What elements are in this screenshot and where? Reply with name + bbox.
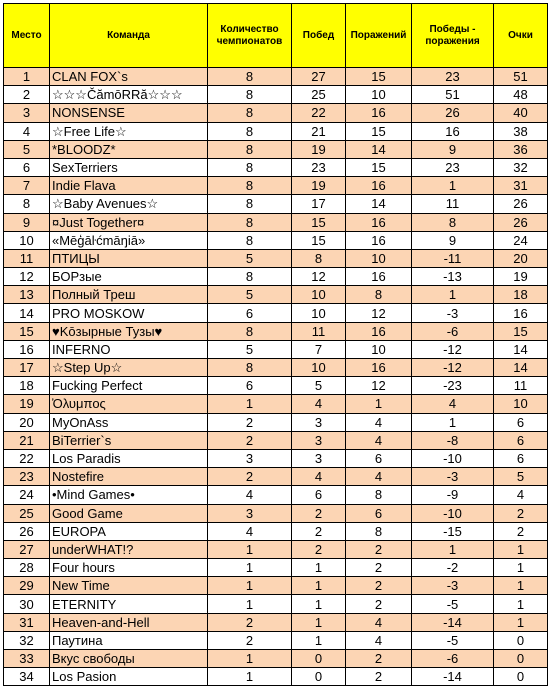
cell-points: 0 — [494, 650, 548, 668]
cell-team: ☆Step Up☆ — [50, 359, 208, 377]
cell-team: ETERNITY — [50, 595, 208, 613]
cell-place: 17 — [4, 359, 50, 377]
cell-diff: 16 — [412, 122, 494, 140]
cell-diff: 51 — [412, 86, 494, 104]
cell-points: 32 — [494, 158, 548, 176]
cell-championships: 8 — [208, 322, 292, 340]
cell-wins: 1 — [292, 577, 346, 595]
cell-wins: 11 — [292, 322, 346, 340]
cell-points: 20 — [494, 249, 548, 267]
cell-championships: 4 — [208, 522, 292, 540]
cell-points: 19 — [494, 268, 548, 286]
cell-championships: 8 — [208, 213, 292, 231]
cell-wins: 22 — [292, 104, 346, 122]
cell-wins: 7 — [292, 340, 346, 358]
cell-wins: 5 — [292, 377, 346, 395]
table-row — [4, 322, 548, 340]
cell-place: 2 — [4, 86, 50, 104]
cell-diff: 9 — [412, 231, 494, 249]
cell-points: 38 — [494, 122, 548, 140]
cell-losses: 2 — [346, 595, 412, 613]
cell-team: Nostefire — [50, 468, 208, 486]
cell-wins: 0 — [292, 650, 346, 668]
cell-place: 21 — [4, 431, 50, 449]
cell-team: SexTerriers — [50, 158, 208, 176]
cell-losses: 16 — [346, 359, 412, 377]
cell-losses: 2 — [346, 577, 412, 595]
table-row — [4, 268, 548, 286]
cell-points: 6 — [494, 449, 548, 467]
cell-losses: 16 — [346, 177, 412, 195]
cell-diff: -9 — [412, 486, 494, 504]
cell-place: 23 — [4, 468, 50, 486]
cell-points: 1 — [494, 540, 548, 558]
cell-place: 8 — [4, 195, 50, 213]
cell-points: 26 — [494, 195, 548, 213]
cell-points: 26 — [494, 213, 548, 231]
cell-place: 12 — [4, 268, 50, 286]
cell-championships: 1 — [208, 650, 292, 668]
header-wins: Побед — [292, 4, 346, 68]
cell-wins: 2 — [292, 504, 346, 522]
header-points: Очки — [494, 4, 548, 68]
cell-losses: 8 — [346, 486, 412, 504]
cell-wins: 1 — [292, 595, 346, 613]
cell-losses: 4 — [346, 613, 412, 631]
cell-losses: 12 — [346, 377, 412, 395]
cell-wins: 15 — [292, 231, 346, 249]
cell-diff: 26 — [412, 104, 494, 122]
cell-losses: 8 — [346, 522, 412, 540]
table-row — [4, 395, 548, 413]
header-losses: Поражений — [346, 4, 412, 68]
cell-points: 1 — [494, 595, 548, 613]
cell-diff: 1 — [412, 177, 494, 195]
cell-championships: 2 — [208, 613, 292, 631]
cell-place: 30 — [4, 595, 50, 613]
cell-team: «Mēģāŀćmāŋiā» — [50, 231, 208, 249]
cell-championships: 8 — [208, 177, 292, 195]
cell-diff: -15 — [412, 522, 494, 540]
cell-diff: 4 — [412, 395, 494, 413]
cell-place: 11 — [4, 249, 50, 267]
table-row — [4, 413, 548, 431]
cell-losses: 2 — [346, 540, 412, 558]
cell-place: 16 — [4, 340, 50, 358]
cell-losses: 16 — [346, 104, 412, 122]
table-row — [4, 249, 548, 267]
cell-diff: -12 — [412, 359, 494, 377]
cell-championships: 8 — [208, 268, 292, 286]
cell-championships: 1 — [208, 559, 292, 577]
cell-team: Вкус свободы — [50, 650, 208, 668]
table-row — [4, 158, 548, 176]
table-row — [4, 231, 548, 249]
table-row — [4, 559, 548, 577]
cell-place: 4 — [4, 122, 50, 140]
cell-place: 3 — [4, 104, 50, 122]
cell-team: Паутина — [50, 631, 208, 649]
cell-wins: 1 — [292, 559, 346, 577]
cell-place: 9 — [4, 213, 50, 231]
cell-points: 40 — [494, 104, 548, 122]
cell-diff: -3 — [412, 468, 494, 486]
cell-points: 14 — [494, 340, 548, 358]
cell-diff: 11 — [412, 195, 494, 213]
table-row — [4, 68, 548, 86]
cell-diff: 23 — [412, 158, 494, 176]
cell-points: 51 — [494, 68, 548, 86]
cell-team: ПТИЦЫ — [50, 249, 208, 267]
cell-place: 13 — [4, 286, 50, 304]
cell-team: underWHAT!? — [50, 540, 208, 558]
cell-diff: 1 — [412, 286, 494, 304]
cell-points: 2 — [494, 522, 548, 540]
cell-place: 20 — [4, 413, 50, 431]
cell-place: 28 — [4, 559, 50, 577]
cell-championships: 3 — [208, 504, 292, 522]
table-row — [4, 650, 548, 668]
table-row — [4, 377, 548, 395]
cell-wins: 17 — [292, 195, 346, 213]
cell-wins: 8 — [292, 249, 346, 267]
cell-championships: 2 — [208, 631, 292, 649]
cell-points: 5 — [494, 468, 548, 486]
cell-wins: 3 — [292, 449, 346, 467]
cell-place: 34 — [4, 668, 50, 686]
cell-wins: 21 — [292, 122, 346, 140]
cell-team: ¤Just Together¤ — [50, 213, 208, 231]
cell-place: 24 — [4, 486, 50, 504]
header-team: Команда — [50, 4, 208, 68]
cell-championships: 5 — [208, 286, 292, 304]
table-row — [4, 104, 548, 122]
cell-losses: 4 — [346, 631, 412, 649]
table-row — [4, 468, 548, 486]
cell-championships: 2 — [208, 431, 292, 449]
cell-diff: -6 — [412, 322, 494, 340]
cell-championships: 8 — [208, 231, 292, 249]
cell-place: 15 — [4, 322, 50, 340]
cell-championships: 1 — [208, 595, 292, 613]
cell-points: 1 — [494, 559, 548, 577]
cell-losses: 4 — [346, 431, 412, 449]
cell-losses: 15 — [346, 68, 412, 86]
cell-wins: 0 — [292, 668, 346, 686]
cell-team: Los Paradis — [50, 449, 208, 467]
cell-wins: 23 — [292, 158, 346, 176]
table-row — [4, 449, 548, 467]
cell-points: 15 — [494, 322, 548, 340]
header-place: Место — [4, 4, 50, 68]
cell-team: ☆Baby Avenues☆ — [50, 195, 208, 213]
table-row — [4, 340, 548, 358]
cell-team: Indie Flava — [50, 177, 208, 195]
cell-championships: 8 — [208, 359, 292, 377]
cell-diff: -14 — [412, 613, 494, 631]
cell-diff: -10 — [412, 504, 494, 522]
cell-wins: 25 — [292, 86, 346, 104]
standings-table — [3, 3, 548, 686]
table-row — [4, 177, 548, 195]
cell-diff: 9 — [412, 140, 494, 158]
cell-points: 10 — [494, 395, 548, 413]
cell-losses: 2 — [346, 668, 412, 686]
cell-wins: 10 — [292, 286, 346, 304]
cell-championships: 8 — [208, 140, 292, 158]
cell-losses: 10 — [346, 86, 412, 104]
cell-diff: -11 — [412, 249, 494, 267]
cell-losses: 6 — [346, 504, 412, 522]
cell-wins: 2 — [292, 522, 346, 540]
cell-team: Four hours — [50, 559, 208, 577]
cell-losses: 15 — [346, 122, 412, 140]
table-row — [4, 595, 548, 613]
cell-losses: 6 — [346, 449, 412, 467]
cell-team: PRO MOSKOW — [50, 304, 208, 322]
cell-diff: -23 — [412, 377, 494, 395]
cell-wins: 3 — [292, 413, 346, 431]
standings-body — [4, 68, 548, 686]
table-row — [4, 431, 548, 449]
cell-wins: 15 — [292, 213, 346, 231]
cell-team: MyOnAss — [50, 413, 208, 431]
table-row — [4, 359, 548, 377]
cell-team: Good Game — [50, 504, 208, 522]
cell-wins: 1 — [292, 613, 346, 631]
cell-place: 32 — [4, 631, 50, 649]
cell-team: БОРзые — [50, 268, 208, 286]
cell-championships: 8 — [208, 68, 292, 86]
cell-team: •Mind Games• — [50, 486, 208, 504]
table-row — [4, 286, 548, 304]
cell-championships: 2 — [208, 413, 292, 431]
cell-place: 7 — [4, 177, 50, 195]
cell-team: Ὀλυμπος — [50, 395, 208, 413]
cell-place: 5 — [4, 140, 50, 158]
cell-team: ☆☆☆ČămōRRă☆☆☆ — [50, 86, 208, 104]
table-row — [4, 522, 548, 540]
cell-team: BiTerrier`s — [50, 431, 208, 449]
cell-championships: 3 — [208, 449, 292, 467]
cell-points: 6 — [494, 413, 548, 431]
cell-points: 16 — [494, 304, 548, 322]
cell-losses: 2 — [346, 650, 412, 668]
cell-losses: 16 — [346, 231, 412, 249]
cell-diff: -5 — [412, 631, 494, 649]
cell-championships: 8 — [208, 195, 292, 213]
cell-diff: -3 — [412, 304, 494, 322]
cell-losses: 10 — [346, 340, 412, 358]
cell-team: CLAN FOX`s — [50, 68, 208, 86]
cell-points: 6 — [494, 431, 548, 449]
header-championships: Количество чемпионатов — [208, 4, 292, 68]
cell-championships: 2 — [208, 468, 292, 486]
cell-diff: 1 — [412, 413, 494, 431]
cell-team: EUROPA — [50, 522, 208, 540]
cell-wins: 6 — [292, 486, 346, 504]
cell-championships: 8 — [208, 158, 292, 176]
cell-place: 10 — [4, 231, 50, 249]
cell-team: Los Pasion — [50, 668, 208, 686]
table-row — [4, 631, 548, 649]
cell-points: 48 — [494, 86, 548, 104]
cell-losses: 15 — [346, 158, 412, 176]
cell-wins: 2 — [292, 540, 346, 558]
cell-team: NONSENSE — [50, 104, 208, 122]
cell-place: 22 — [4, 449, 50, 467]
cell-wins: 12 — [292, 268, 346, 286]
cell-place: 6 — [4, 158, 50, 176]
cell-points: 14 — [494, 359, 548, 377]
cell-diff: -3 — [412, 577, 494, 595]
cell-place: 27 — [4, 540, 50, 558]
cell-wins: 19 — [292, 140, 346, 158]
cell-wins: 4 — [292, 468, 346, 486]
cell-championships: 1 — [208, 668, 292, 686]
cell-diff: -8 — [412, 431, 494, 449]
cell-diff: 8 — [412, 213, 494, 231]
cell-championships: 5 — [208, 249, 292, 267]
cell-losses: 2 — [346, 559, 412, 577]
header-row — [4, 4, 548, 68]
cell-losses: 1 — [346, 395, 412, 413]
table-row — [4, 540, 548, 558]
cell-place: 19 — [4, 395, 50, 413]
cell-wins: 3 — [292, 431, 346, 449]
cell-losses: 12 — [346, 304, 412, 322]
cell-championships: 1 — [208, 540, 292, 558]
cell-points: 11 — [494, 377, 548, 395]
cell-wins: 19 — [292, 177, 346, 195]
cell-team: Полный Треш — [50, 286, 208, 304]
cell-place: 33 — [4, 650, 50, 668]
cell-diff: 1 — [412, 540, 494, 558]
header-diff: Победы - поражения — [412, 4, 494, 68]
cell-diff: -10 — [412, 449, 494, 467]
cell-losses: 14 — [346, 195, 412, 213]
cell-losses: 16 — [346, 322, 412, 340]
cell-wins: 10 — [292, 304, 346, 322]
cell-place: 26 — [4, 522, 50, 540]
cell-team: INFERNO — [50, 340, 208, 358]
cell-losses: 16 — [346, 268, 412, 286]
cell-place: 14 — [4, 304, 50, 322]
table-row — [4, 140, 548, 158]
table-row — [4, 577, 548, 595]
cell-team: ☆Free Life☆ — [50, 122, 208, 140]
cell-place: 31 — [4, 613, 50, 631]
cell-points: 1 — [494, 577, 548, 595]
table-row — [4, 613, 548, 631]
cell-championships: 5 — [208, 340, 292, 358]
cell-losses: 4 — [346, 413, 412, 431]
cell-wins: 27 — [292, 68, 346, 86]
cell-points: 36 — [494, 140, 548, 158]
cell-losses: 4 — [346, 468, 412, 486]
cell-points: 31 — [494, 177, 548, 195]
cell-championships: 6 — [208, 377, 292, 395]
cell-points: 2 — [494, 504, 548, 522]
cell-team: New Time — [50, 577, 208, 595]
cell-losses: 14 — [346, 140, 412, 158]
cell-place: 1 — [4, 68, 50, 86]
cell-diff: -14 — [412, 668, 494, 686]
cell-diff: 23 — [412, 68, 494, 86]
cell-wins: 1 — [292, 631, 346, 649]
cell-diff: -5 — [412, 595, 494, 613]
table-row — [4, 122, 548, 140]
cell-diff: -12 — [412, 340, 494, 358]
cell-wins: 4 — [292, 395, 346, 413]
cell-diff: -2 — [412, 559, 494, 577]
cell-losses: 8 — [346, 286, 412, 304]
table-row — [4, 504, 548, 522]
cell-team: *BLOODZ* — [50, 140, 208, 158]
cell-diff: -6 — [412, 650, 494, 668]
cell-place: 18 — [4, 377, 50, 395]
cell-points: 0 — [494, 668, 548, 686]
cell-points: 4 — [494, 486, 548, 504]
cell-place: 25 — [4, 504, 50, 522]
table-row — [4, 668, 548, 686]
cell-wins: 10 — [292, 359, 346, 377]
cell-points: 24 — [494, 231, 548, 249]
cell-points: 0 — [494, 631, 548, 649]
cell-losses: 16 — [346, 213, 412, 231]
cell-points: 1 — [494, 613, 548, 631]
cell-championships: 8 — [208, 86, 292, 104]
table-row — [4, 486, 548, 504]
standings-table-container — [3, 3, 547, 686]
cell-championships: 4 — [208, 486, 292, 504]
cell-team: Heaven-and-Hell — [50, 613, 208, 631]
cell-championships: 1 — [208, 577, 292, 595]
cell-championships: 8 — [208, 104, 292, 122]
cell-losses: 10 — [346, 249, 412, 267]
cell-championships: 8 — [208, 122, 292, 140]
cell-team: ♥Kōзырные Тузы♥ — [50, 322, 208, 340]
cell-points: 18 — [494, 286, 548, 304]
table-row — [4, 195, 548, 213]
cell-championships: 6 — [208, 304, 292, 322]
table-row — [4, 213, 548, 231]
cell-team: Fucking Perfect — [50, 377, 208, 395]
table-row — [4, 304, 548, 322]
table-row — [4, 86, 548, 104]
cell-championships: 1 — [208, 395, 292, 413]
cell-diff: -13 — [412, 268, 494, 286]
cell-place: 29 — [4, 577, 50, 595]
